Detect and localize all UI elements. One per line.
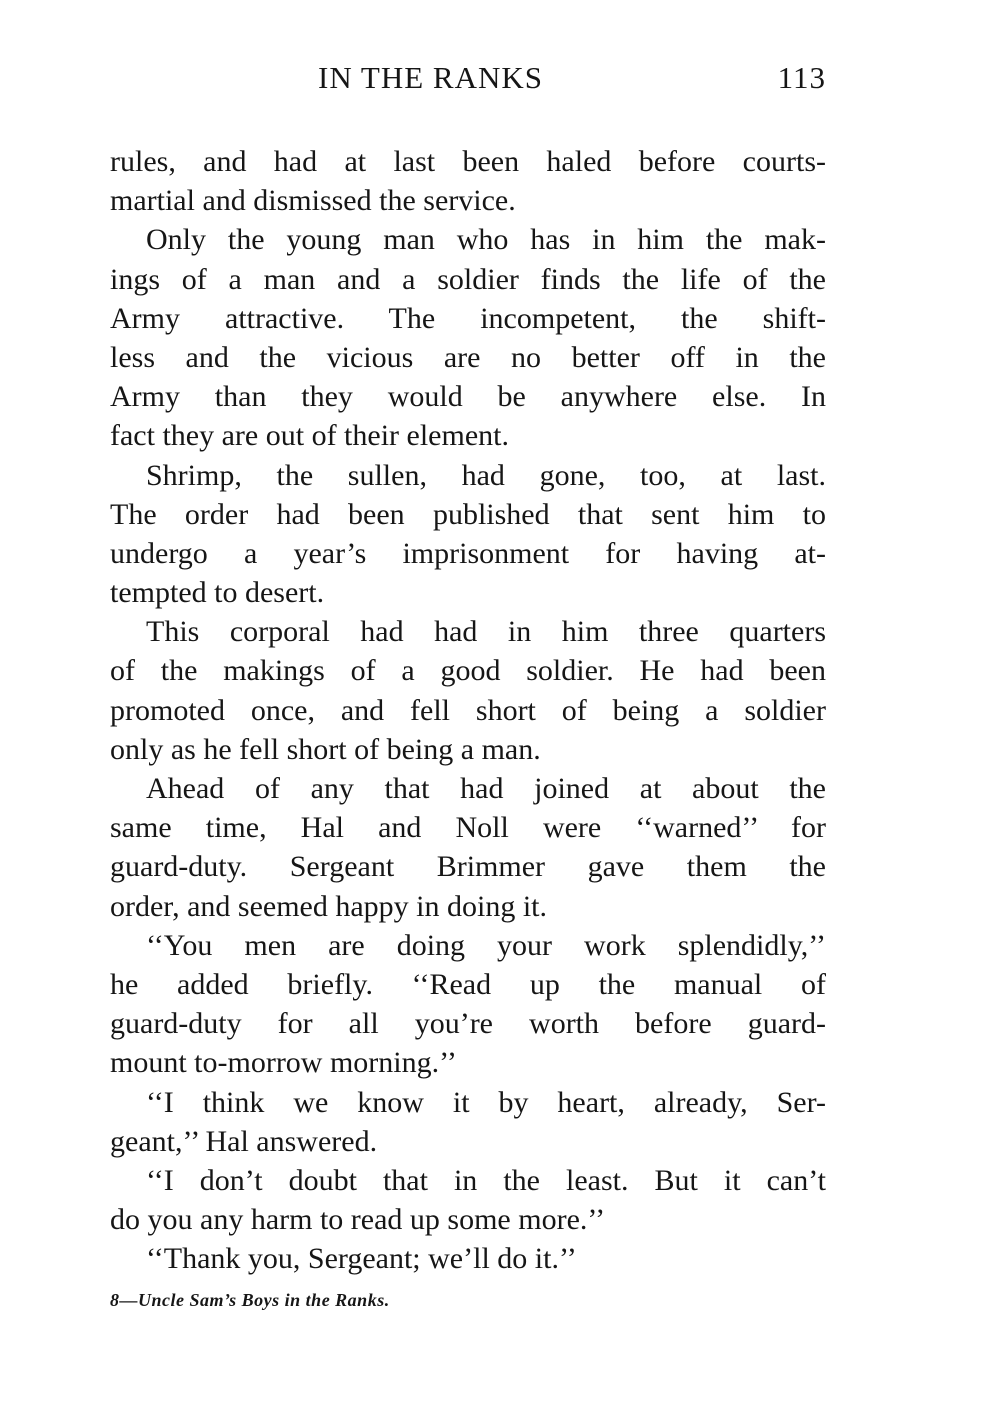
text-line: do you any harm to read up some more.’’	[110, 1203, 606, 1237]
text-line: ‘‘Thank you, Sergeant; we’ll do it.’’	[146, 1242, 577, 1276]
text-line: promoted once, and fell short of being a soldier	[110, 693, 826, 727]
text-line: rules, and had at last been haled before courts-	[110, 145, 826, 178]
text-line: order, and seemed happy in doing it.	[110, 889, 548, 923]
text-line: undergo a year’s imprisonment for having at-	[110, 536, 826, 570]
text-line: geant,’’ Hal answered.	[110, 1124, 378, 1158]
text-line: guard-duty. Sergeant Brimmer gave them the	[110, 850, 826, 884]
text-line: fact they are out of their element.	[110, 419, 509, 453]
text-line: he added briefly. ‘‘Read up the manual of	[110, 967, 826, 1001]
running-title: IN THE RANKS	[318, 60, 543, 95]
text-line: Ahead of any that had joined at about the	[146, 772, 826, 805]
text-line: ‘‘I don’t doubt that in the least. But it can’t	[146, 1163, 826, 1197]
text-line: only as he fell short of being a man.	[110, 732, 541, 766]
text-line: mount to-morrow morning.’’	[110, 1046, 457, 1080]
text-line: ‘‘I think we know it by heart, already, Ser-	[146, 1085, 826, 1119]
text-line: guard-duty for all you’re worth before guard-	[110, 1007, 826, 1041]
text-line: less and the vicious are no better off in the	[110, 340, 826, 374]
running-head	[110, 60, 826, 100]
text-line: This corporal had had in him three quarters	[146, 615, 826, 649]
text-line: Army attractive. The incompetent, the shift-	[110, 301, 826, 335]
text-line: of the makings of a good soldier. He had been	[110, 654, 826, 688]
text-line: ings of a man and a soldier finds the life of the	[110, 262, 826, 296]
text-line: same time, Hal and Noll were ‘‘warned’’ for	[110, 811, 826, 845]
text-line: ‘‘You men are doing your work splendidly,’’	[146, 928, 826, 962]
body-text	[110, 142, 826, 1278]
page-number: 113	[777, 60, 826, 95]
text-line: Only the young man who has in him the mak-	[146, 223, 826, 257]
text-line: Army than they would be anywhere else. In	[110, 380, 826, 414]
text-line: Shrimp, the sullen, had gone, too, at last.	[146, 458, 826, 492]
text-line: martial and dismissed the service.	[110, 184, 516, 218]
signature-footer: 8—Uncle Sam’s Boys in the Ranks.	[110, 1290, 390, 1310]
text-line: The order had been published that sent him to	[110, 497, 826, 531]
text-line: tempted to desert.	[110, 576, 325, 610]
